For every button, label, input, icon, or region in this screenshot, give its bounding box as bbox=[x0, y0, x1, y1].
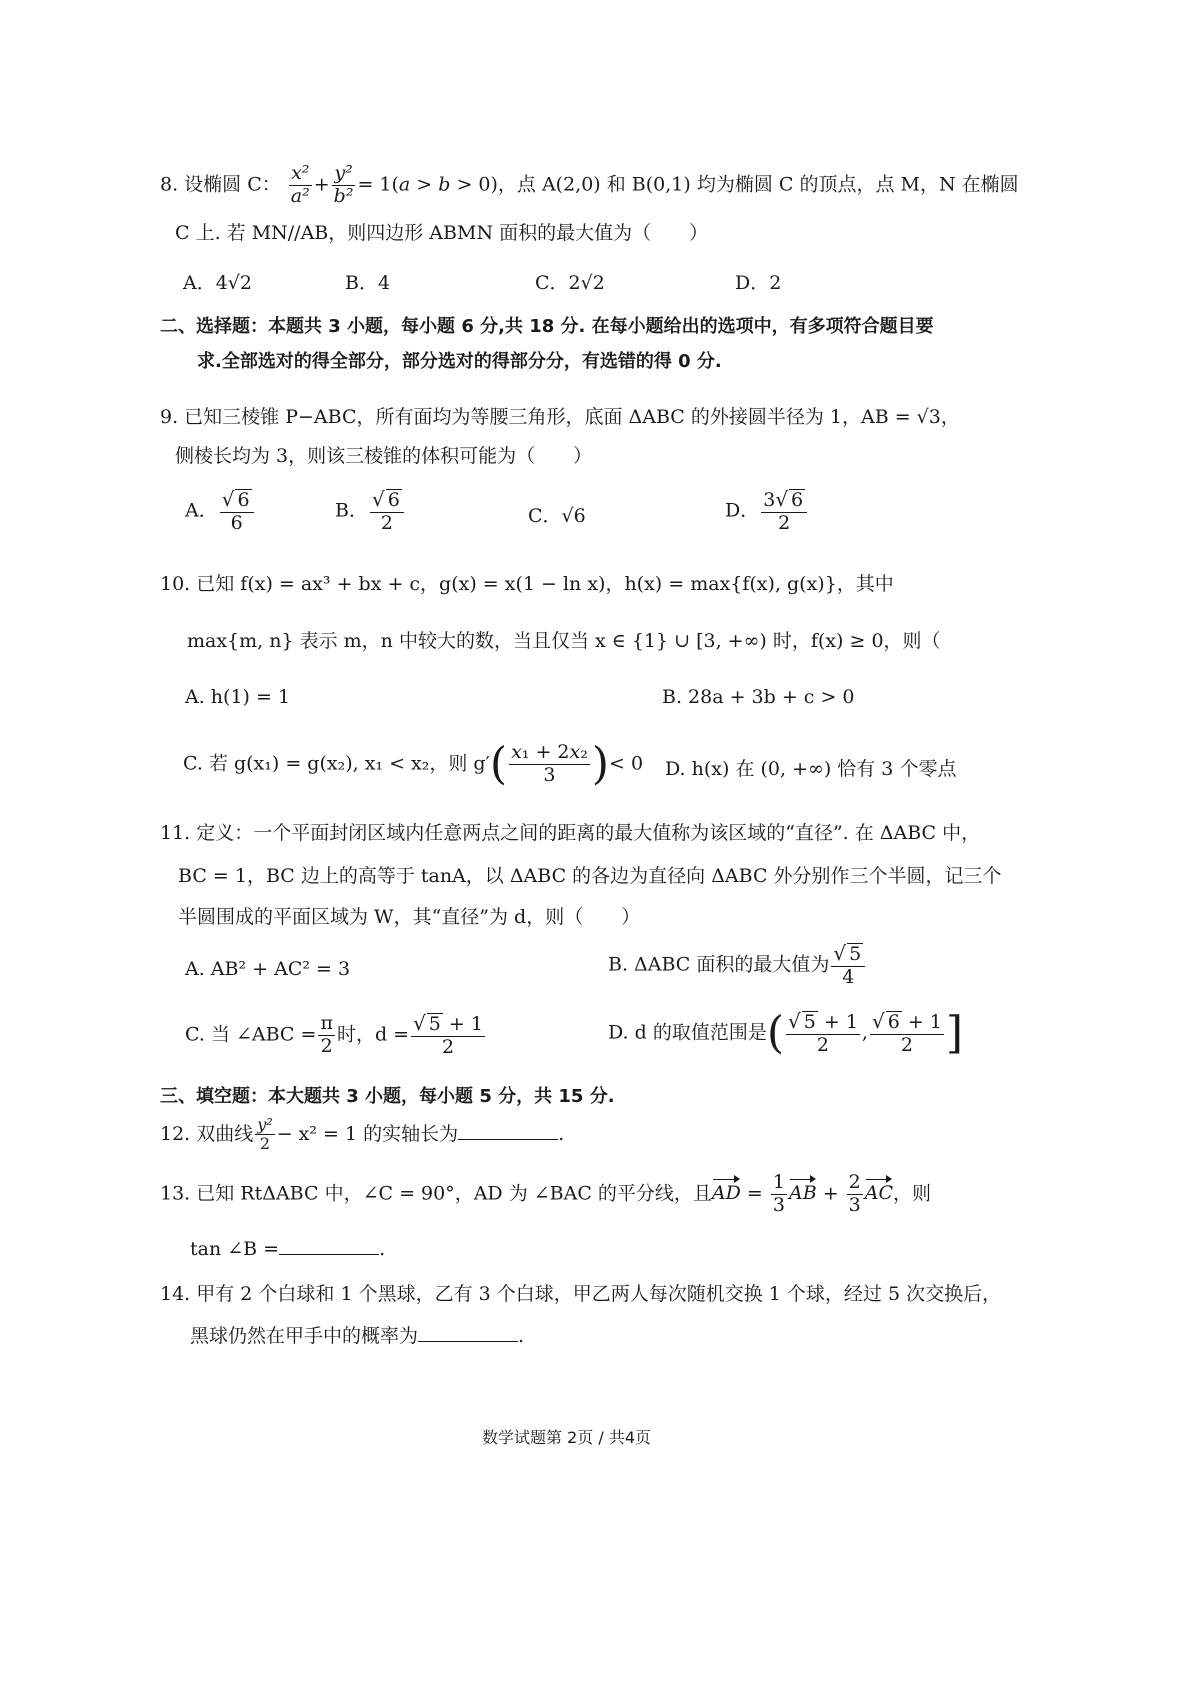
q12-text-a: 12. 双曲线 bbox=[160, 1122, 254, 1145]
q11-option-b: B. ΔABC 面积的最大值为 $\frac{√ 5}{4}$ bbox=[608, 942, 867, 989]
q11-option-d-text: D. d 的取值范围是 bbox=[608, 1021, 767, 1044]
q13-line1: 13. 已知 RtΔABC 中，∠C = 90°，AD 为 ∠BAC 的平分线，且AD = $\frac{1}{3}$ AB + $\frac{2}{3}$ AC，则 bbox=[160, 1171, 932, 1216]
q12-answer-blank[interactable] bbox=[458, 1138, 558, 1140]
page-footer: 数学试题第 2页 / 共4页 bbox=[482, 1428, 652, 1447]
q14-text-a: 黑球仍然在甲手中的概率为 bbox=[190, 1325, 419, 1347]
q11-option-c-text: C. 当 ∠ABC = bbox=[185, 1023, 317, 1046]
q11-option-b-text: B. ΔABC 面积的最大值为 bbox=[608, 953, 830, 976]
q9-line1: 9. 已知三棱锥 P−ABC，所有面均为等腰三角形，底面 ΔABC 的外接圆半径为 1，AB = √3， bbox=[160, 406, 960, 428]
q9-option-a: A． $\frac{√ 6}{6}$ bbox=[185, 488, 256, 535]
q9-option-b: B． $\frac{√ 6}{2}$ bbox=[335, 488, 406, 535]
q13-line2: tan ∠B = . bbox=[190, 1238, 386, 1260]
q14-answer-blank[interactable] bbox=[418, 1340, 518, 1342]
q8-line2: C 上. 若 MN//AB，则四边形 ABMN 面积的最大值为（ ） bbox=[175, 222, 709, 244]
q11-line1: 11. 定义：一个平面封闭区域内任意两点之间的距离的最大值称为该区域的“直径”. 在 ΔABC 中， bbox=[160, 822, 981, 844]
q11-option-c-mid: 时，d = bbox=[336, 1023, 410, 1046]
q13-text-c: tan ∠B = bbox=[190, 1238, 280, 1260]
q8-frac-y: $\frac{\text{y²}}{\text{b²}}$ bbox=[333, 162, 354, 207]
section-3-header: 三、填空题：本大题共 3 小题，每小题 5 分，共 15 分. bbox=[160, 1086, 615, 1107]
q11-option-a: A. AB² + AC² = 3 bbox=[185, 958, 351, 980]
q12-text-c: . bbox=[558, 1122, 565, 1145]
q8-option-c: C．2√2 bbox=[535, 272, 605, 294]
q14-line1: 14. 甲有 2 个白球和 1 个黑球，乙有 3 个白球，甲乙两人每次随机交换 1 个球，经过 5 次交换后， bbox=[160, 1283, 1002, 1305]
q11-option-d: D. d 的取值范围是( $\frac{√ 5 + 1}{2}$ , $\frac{√ 6 + 1}{2}$ ] bbox=[608, 1007, 964, 1059]
q10-option-c: C. 若 g(x₁) = g(x₂), x₁ < x₂，则 g′( $\frac{\text{x₁ + 2x₂}}{3}$ )< 0 bbox=[183, 738, 644, 790]
q10-option-c-text: C. 若 g(x₁) = g(x₂), x₁ < x₂，则 g′ bbox=[183, 752, 490, 775]
q13-text-b: ，则 bbox=[893, 1182, 932, 1205]
q14-line2: 黑球仍然在甲手中的概率为 . bbox=[190, 1325, 525, 1347]
q8-text-b: ，点 A(2,0) 和 B(0,1) 均为椭圆 C 的顶点，点 M，N 在椭圆 bbox=[497, 173, 1019, 196]
q8-text-a: 8. 设椭圆 C： bbox=[160, 173, 281, 196]
q8-option-b: B．4 bbox=[345, 272, 391, 294]
section-2-header-cont: 求.全部选对的得全部分，部分选对的得部分分，有选错的得 0 分. bbox=[197, 351, 722, 372]
q8-line1: 8. 设椭圆 C： $\frac{\text{x²}}{\text{a²}}$ + $\frac{\text{y²}}{\text{b²}}$ = 1(a > b > 0)，点 A(2,0) 和 B(0,1) 均为椭圆 C 的顶点，点 M，N 在椭圆 bbox=[160, 162, 1019, 207]
q12-line: 12. 双曲线 $\frac{\text{y²}}{2}$ − x² = 1 的实轴长为 . bbox=[160, 1115, 565, 1154]
q12-text-b: − x² = 1 的实轴长为 bbox=[276, 1122, 459, 1145]
q10-option-a: A. h(1) = 1 bbox=[185, 686, 291, 708]
q10-line2: max{m, n} 表示 m，n 中较大的数，当且仅当 x ∈ {1} ∪ [3, +∞) 时，f(x) ≥ 0，则（ bbox=[187, 630, 941, 652]
q9-option-d: D． $\frac{3√ 6}{2}$ bbox=[725, 488, 809, 535]
q10-option-b: B. 28a + 3b + c > 0 bbox=[662, 686, 855, 708]
q8-option-a: A．4√2 bbox=[183, 272, 253, 294]
q11-option-c: C. 当 ∠ABC = $\frac{\pi}{2}$ 时，d = $\frac{√ 5 + 1}{2}$ bbox=[185, 1011, 483, 1058]
q10-line1: 10. 已知 f(x) = ax³ + bx + c，g(x) = x(1 − ln x)，h(x) = max{f(x), g(x)}，其中 bbox=[160, 573, 894, 595]
q9-option-c: C．√6 bbox=[528, 505, 586, 527]
q11-line3: 半圆围成的平面区域为 W，其“直径”为 d，则（ ） bbox=[178, 906, 641, 928]
q13-answer-blank[interactable] bbox=[279, 1253, 379, 1255]
q11-line2: BC = 1，BC 边上的高等于 tanA，以 ΔABC 的各边为直径向 ΔABC 外分别作三个半圆，记三个 bbox=[178, 865, 1002, 887]
q8-option-d: D．2 bbox=[735, 272, 782, 294]
q10-option-d: D. h(x) 在 (0, +∞) 恰有 3 个零点 bbox=[665, 758, 957, 780]
q13-text-a: 13. 已知 RtΔABC 中，∠C = 90°，AD 为 ∠BAC 的平分线，且 bbox=[160, 1182, 712, 1205]
q8-frac-x: $\frac{\text{x²}}{\text{a²}}$ bbox=[290, 162, 310, 207]
section-2-header: 二、选择题：本题共 3 小题，每小题 6 分,共 18 分. 在每小题给出的选项中，有多项符合题目要 bbox=[160, 316, 934, 337]
q9-line2: 侧棱长均为 3，则该三棱锥的体积可能为（ ） bbox=[175, 445, 593, 467]
q10-option-c-tail: < 0 bbox=[609, 752, 644, 775]
